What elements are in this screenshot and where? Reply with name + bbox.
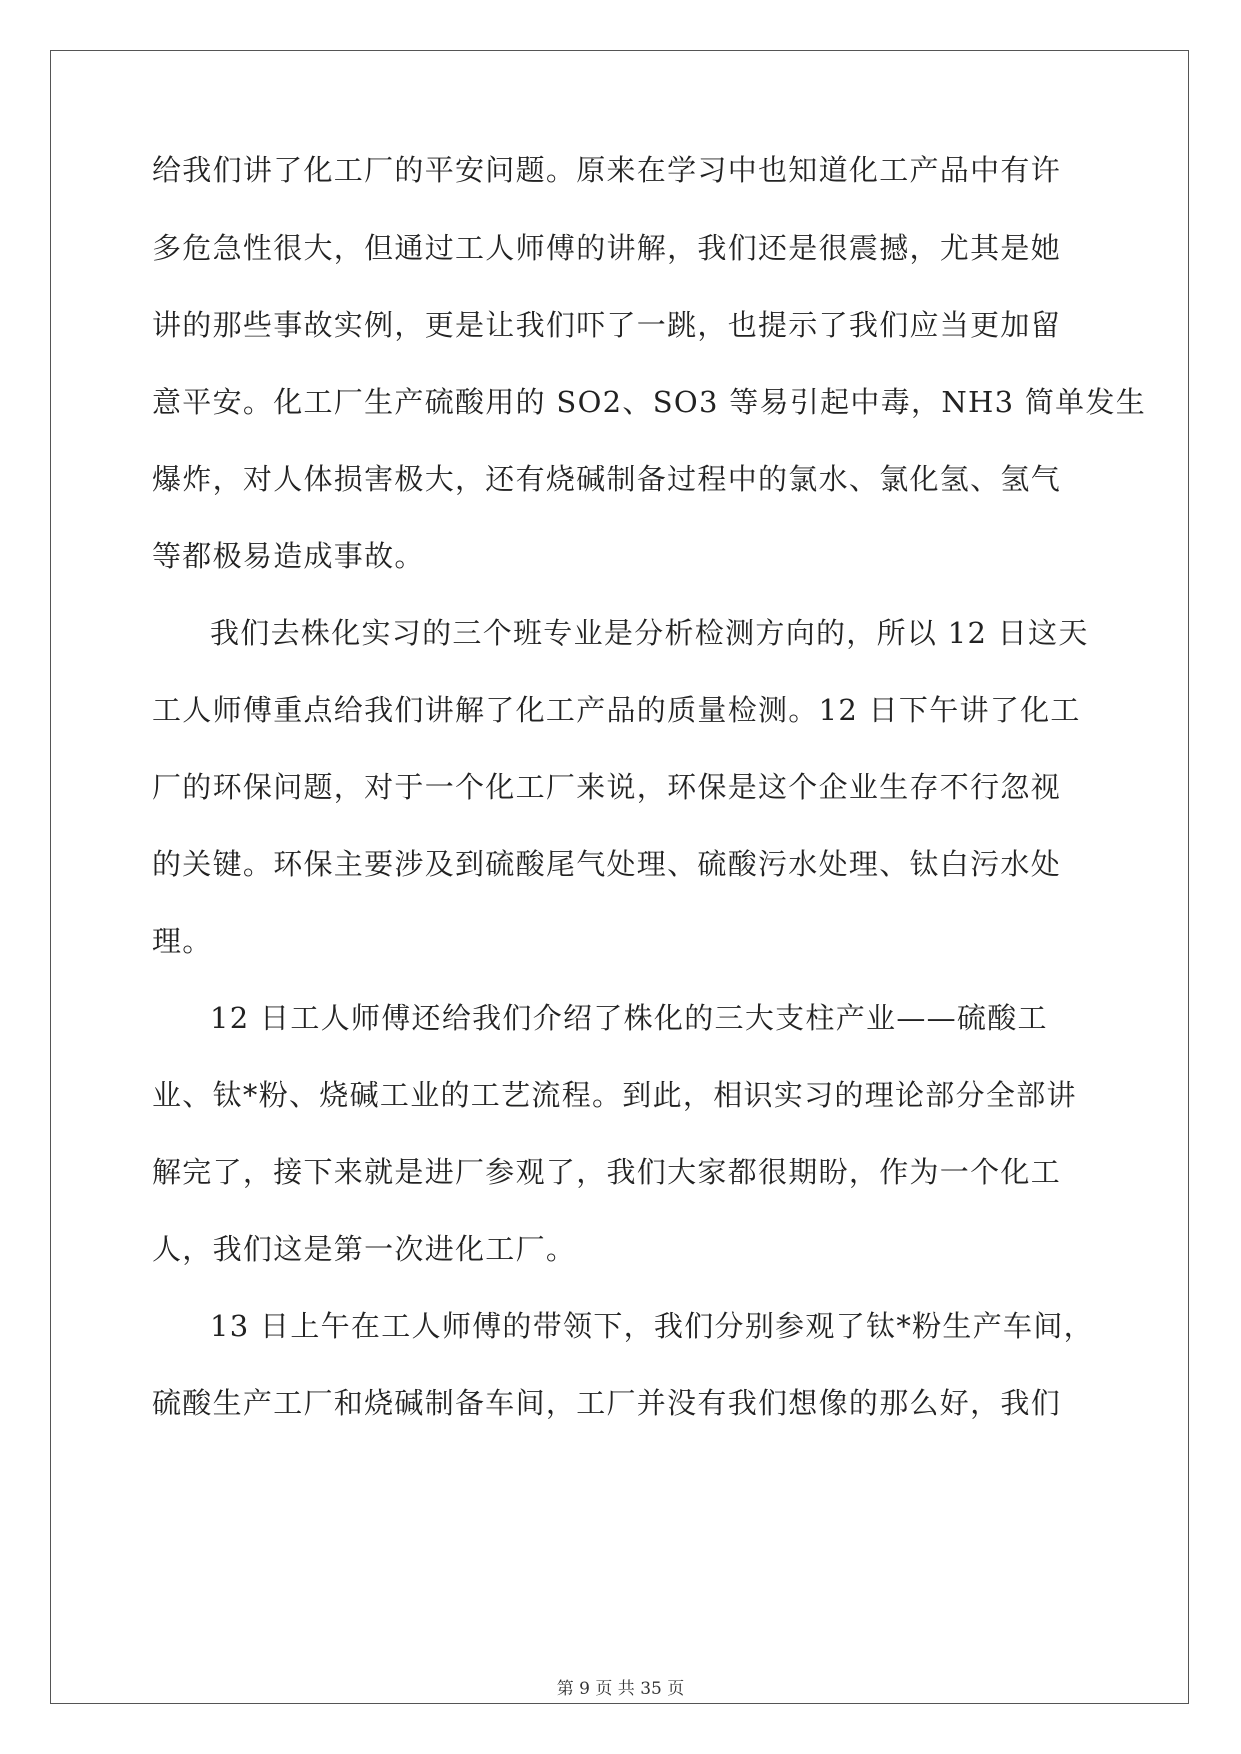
body-text-line: 硫酸生产工厂和烧碱制备车间，工厂并没有我们想像的那么好，我们	[152, 1386, 1062, 1420]
page-number-footer: 第 9 页 共 35 页	[556, 1679, 685, 1699]
body-text-line: 的关键。环保主要涉及到硫酸尾气处理、硫酸污水处理、钛白污水处	[152, 847, 1062, 881]
body-text-line: 理。	[152, 924, 213, 958]
body-text-line: 讲的那些事故实例，更是让我们吓了一跳，也提示了我们应当更加留	[152, 308, 1062, 342]
body-text-line: 人，我们这是第一次进化工厂。	[152, 1232, 577, 1266]
body-text-line: 工人师傅重点给我们讲解了化工产品的质量检测。12 日下午讲了化工	[152, 693, 1081, 727]
body-text-line: 给我们讲了化工厂的平安问题。原来在学习中也知道化工产品中有许	[152, 153, 1062, 187]
paragraph-first-line: 12 日工人师傅还给我们介绍了株化的三大支柱产业——硫酸工	[210, 1001, 1048, 1035]
body-text-line: 业、钛*粉、烧碱工业的工艺流程。到此，相识实习的理论部分全部讲	[152, 1078, 1077, 1112]
paragraph-first-line: 我们去株化实习的三个班专业是分析检测方向的，所以 12 日这天	[210, 616, 1089, 650]
body-text-line: 意平安。化工厂生产硫酸用的 SO2、SO3 等易引起中毒，NH3 简单发生	[152, 385, 1147, 419]
body-text-line: 厂的环保问题，对于一个化工厂来说，环保是这个企业生存不行忽视	[152, 770, 1062, 804]
paragraph-first-line: 13 日上午在工人师傅的带领下，我们分别参观了钛*粉生产车间，	[210, 1309, 1094, 1343]
body-text-line: 等都极易造成事故。	[152, 539, 425, 573]
body-text-line: 解完了，接下来就是进厂参观了，我们大家都很期盼，作为一个化工	[152, 1155, 1062, 1189]
body-text-line: 多危急性很大，但通过工人师傅的讲解，我们还是很震撼，尤其是她	[152, 231, 1062, 265]
body-text-line: 爆炸，对人体损害极大，还有烧碱制备过程中的氯水、氯化氢、氢气	[152, 462, 1062, 496]
